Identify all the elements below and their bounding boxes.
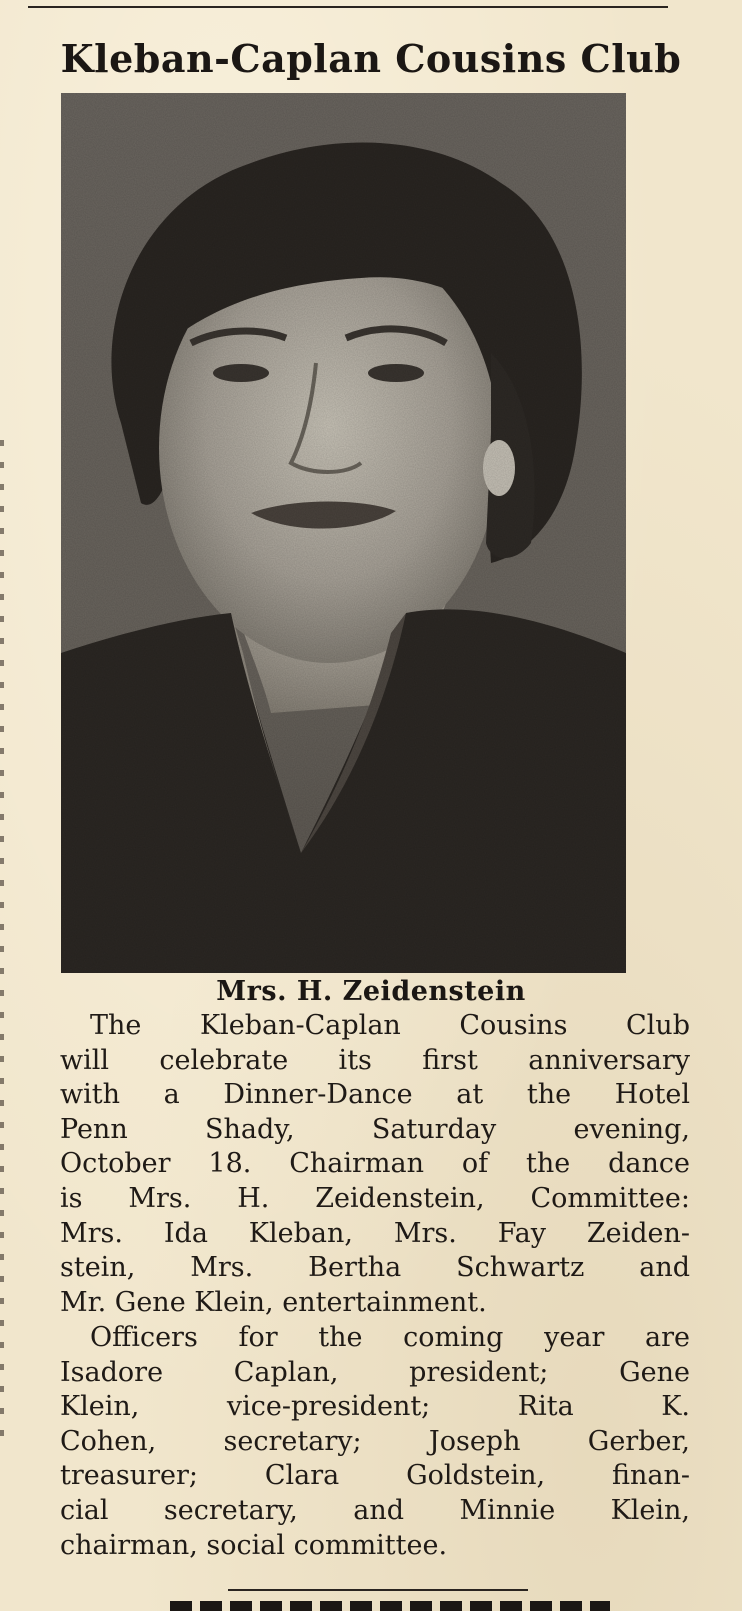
text-line: cial secretary, and Minnie Klein, <box>60 1494 690 1526</box>
text-line: Mr. Gene Klein, entertainment. <box>60 1286 487 1318</box>
text-line: Penn Shady, Saturday evening, <box>60 1113 690 1145</box>
article-paragraph-1 <box>60 1009 690 1320</box>
photo-caption: Mrs. H. Zeidenstein <box>216 976 526 1007</box>
next-article-headline-cutoff <box>170 1597 610 1611</box>
text-line: chairman, social committee. <box>60 1529 448 1561</box>
text-line: Officers for the coming year are <box>90 1322 690 1353</box>
portrait-photo <box>61 93 626 973</box>
text-line: is Mrs. H. Zeidenstein, Committee: <box>60 1182 690 1214</box>
article-paragraph-2 <box>60 1321 690 1563</box>
headline: Kleban-Caplan Cousins Club <box>60 36 682 81</box>
text-line: October 18. Chairman of the dance <box>60 1148 690 1180</box>
text-line: with a Dinner-Dance at the Hotel <box>60 1079 690 1111</box>
text-line: Mrs. Ida Kleban, Mrs. Fay Zeiden- <box>60 1217 690 1249</box>
text-line: stein, Mrs. Bertha Schwartz and <box>60 1252 690 1284</box>
text-line: Cohen, secretary; Joseph Gerber, <box>60 1425 690 1457</box>
text-line: Klein, vice-president; Rita K. <box>60 1391 690 1423</box>
top-rule <box>28 6 668 8</box>
adjacent-column-edge <box>0 440 4 1440</box>
bottom-rule <box>228 1589 528 1591</box>
text-line: The Kleban-Caplan Cousins Club <box>90 1010 690 1041</box>
text-line: Isadore Caplan, president; Gene <box>60 1356 690 1388</box>
text-line: treasurer; Clara Goldstein, finan- <box>60 1460 690 1492</box>
text-line: will celebrate its first anniversary <box>60 1044 690 1076</box>
